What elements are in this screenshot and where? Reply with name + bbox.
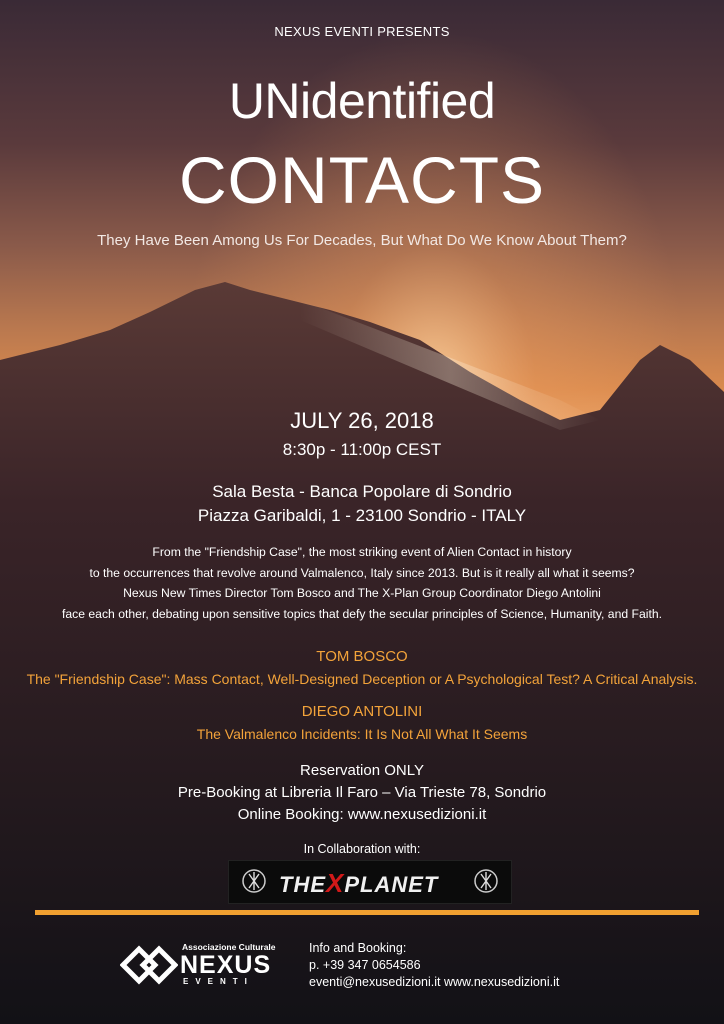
symbol-icon	[241, 868, 267, 894]
org-sub: EVENTI	[183, 977, 254, 986]
speaker-talk-title: The Valmalenco Incidents: It Is Not All What It Seems	[196, 726, 528, 742]
collaboration-label: In Collaboration with:	[303, 842, 421, 856]
xplanet-logo	[228, 860, 512, 904]
speaker-name: DIEGO ANTOLINI	[301, 703, 423, 720]
event-date: JULY 26, 2018	[290, 408, 434, 433]
logo-text-the: THE	[279, 872, 326, 897]
title-line-1: UNidentified	[228, 73, 496, 129]
symbol-icon	[473, 868, 499, 894]
email-and-website: eventi@nexusedizioni.it www.nexusedizioni.it	[309, 975, 560, 989]
reservation-line: Pre-Booking at Libreria Il Faro – Via Trieste 78, Sondrio	[177, 784, 547, 801]
xplanet-wordmark	[279, 868, 438, 899]
description-line: From the "Friendship Case", the most striking event of Alien Contact in history	[152, 545, 572, 559]
event-time: 8:30p - 11:00p CEST	[282, 440, 442, 459]
event-description	[0, 542, 724, 624]
divider-rule	[35, 910, 699, 915]
online-booking-line: Online Booking: www.nexusedizioni.it	[237, 806, 487, 823]
org-name: NEXUS	[180, 951, 272, 979]
logo-text-x: X	[326, 868, 345, 898]
venue-name: Sala Besta - Banca Popolare di Sondrio	[212, 482, 512, 501]
nexus-logo-icon	[120, 944, 178, 986]
contact-info	[309, 940, 559, 991]
phone-number: p. +39 347 0654586	[309, 958, 421, 972]
nexus-eventi-logo	[120, 940, 300, 990]
description-line: face each other, debating upon sensitive topics that defy the secular principles of Science, Humanity, and Faith.	[61, 606, 663, 621]
speaker-talk-title: The "Friendship Case": Mass Contact, Well-Designed Deception or A Psychological Test? A Critical Analysis.	[26, 671, 698, 687]
org-assoc-label: Associazione Culturale	[182, 942, 276, 952]
speaker-name: TOM BOSCO	[316, 648, 408, 665]
logo-text-planet: PLANET	[344, 872, 439, 897]
presenter-line: NEXUS EVENTI PRESENTS	[274, 24, 450, 39]
description-line: to the occurrences that revolve around Valmalenco, Italy since 2013. But is it really all what it seems?	[89, 565, 635, 580]
description-line: Nexus New Times Director Tom Bosco and The X-Plan Group Coordinator Diego Antolini	[123, 586, 601, 600]
info-label: Info and Booking:	[309, 941, 407, 955]
tagline: They Have Been Among Us For Decades, But What Do We Know About Them?	[97, 232, 627, 249]
venue-address: Piazza Garibaldi, 1 - 23100 Sondrio - ITALY	[197, 506, 527, 525]
reservation-info	[0, 760, 724, 826]
reservation-line: Reservation ONLY	[300, 762, 424, 779]
title-line-2: CONTACTS	[178, 143, 546, 217]
